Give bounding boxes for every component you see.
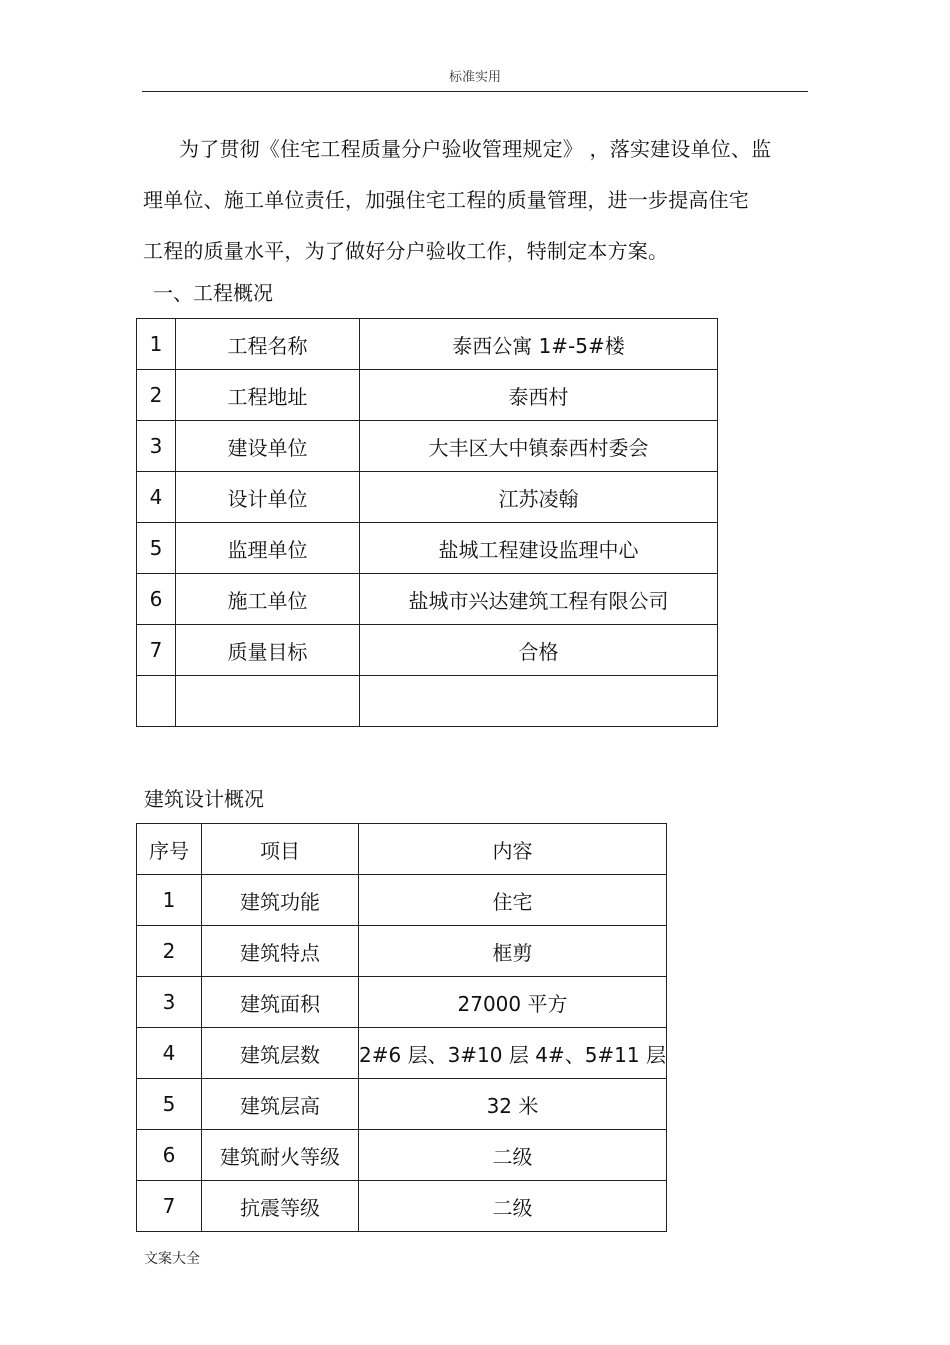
cell-item: 建设单位: [176, 421, 360, 472]
cell-value: 泰西公寓 1#-5#楼: [360, 319, 718, 370]
cell-value: 江苏凌翰: [360, 472, 718, 523]
cell-item: 质量目标: [176, 625, 360, 676]
table-row: [137, 926, 667, 977]
intro-line-1: 为了贯彻《住宅工程质量分户验收管理规定》 ，落实建设单位、监: [179, 137, 772, 161]
section-title-overview: 一、工程概况: [153, 281, 273, 305]
table-row: [137, 421, 718, 472]
cell-no: 4: [137, 1028, 202, 1079]
intro-line-3: 工程的质量水平，为了做好分户验收工作，特制定本方案。: [143, 239, 669, 263]
cell-no: 2: [137, 926, 202, 977]
cell-item: 设计单位: [176, 472, 360, 523]
cell-item: 建筑特点: [202, 926, 359, 977]
header-cell-item: 项目: [202, 824, 359, 875]
cell-value: [360, 676, 718, 727]
cell-value: 盐城工程建设监理中心: [360, 523, 718, 574]
cell-value: 32 米: [359, 1079, 667, 1130]
table-row: [137, 1079, 667, 1130]
page-footer: 文案大全: [144, 1251, 200, 1267]
cell-item: 建筑层数: [202, 1028, 359, 1079]
cell-no: 3: [137, 977, 202, 1028]
cell-item: 工程地址: [176, 370, 360, 421]
cell-value: 二级: [359, 1181, 667, 1232]
table-row: [137, 875, 667, 926]
cell-no: [137, 676, 176, 727]
cell-item: 建筑层高: [202, 1079, 359, 1130]
page-header: 标准实用: [448, 70, 501, 85]
table-row: [137, 676, 718, 727]
cell-value: 合格: [360, 625, 718, 676]
table-row: [137, 370, 718, 421]
cell-item: 抗震等级: [202, 1181, 359, 1232]
cell-item: 工程名称: [176, 319, 360, 370]
table-row: [137, 1130, 667, 1181]
table-row: [137, 1181, 667, 1232]
cell-value: 二级: [359, 1130, 667, 1181]
design-overview-table: [136, 823, 667, 1232]
cell-no: 6: [137, 1130, 202, 1181]
table-header-row: [137, 824, 667, 875]
table-row: [137, 1028, 667, 1079]
cell-no: 6: [137, 574, 176, 625]
table-row: [137, 977, 667, 1028]
cell-item: 建筑耐火等级: [202, 1130, 359, 1181]
cell-item: 监理单位: [176, 523, 360, 574]
section-title-design: 建筑设计概况: [144, 787, 264, 811]
cell-no: 1: [137, 319, 176, 370]
table-row: [137, 472, 718, 523]
cell-value: 框剪: [359, 926, 667, 977]
cell-value: 盐城市兴达建筑工程有限公司: [360, 574, 718, 625]
header-cell-no: 序号: [137, 824, 202, 875]
cell-no: 3: [137, 421, 176, 472]
cell-value: 2#6 层、3#10 层 4#、5#11 层: [359, 1028, 667, 1079]
table-row: [137, 625, 718, 676]
cell-value: 住宅: [359, 875, 667, 926]
cell-value: 27000 平方: [359, 977, 667, 1028]
intro-paragraph: [143, 124, 813, 277]
intro-line-2: 理单位、施工单位责任，加强住宅工程的质量管理，进一步提高住宅: [143, 188, 749, 212]
cell-no: 4: [137, 472, 176, 523]
cell-no: 7: [137, 1181, 202, 1232]
cell-no: 1: [137, 875, 202, 926]
cell-no: 2: [137, 370, 176, 421]
table-row: [137, 574, 718, 625]
project-overview-table: [136, 318, 718, 727]
cell-value: 泰西村: [360, 370, 718, 421]
cell-item: 建筑面积: [202, 977, 359, 1028]
cell-no: 7: [137, 625, 176, 676]
cell-value: 大丰区大中镇泰西村委会: [360, 421, 718, 472]
cell-no: 5: [137, 1079, 202, 1130]
header-divider: [142, 91, 808, 92]
table-row: [137, 319, 718, 370]
cell-no: 5: [137, 523, 176, 574]
header-cell-value: 内容: [359, 824, 667, 875]
table-row: [137, 523, 718, 574]
cell-item: 施工单位: [176, 574, 360, 625]
cell-item: 建筑功能: [202, 875, 359, 926]
cell-item: [176, 676, 360, 727]
